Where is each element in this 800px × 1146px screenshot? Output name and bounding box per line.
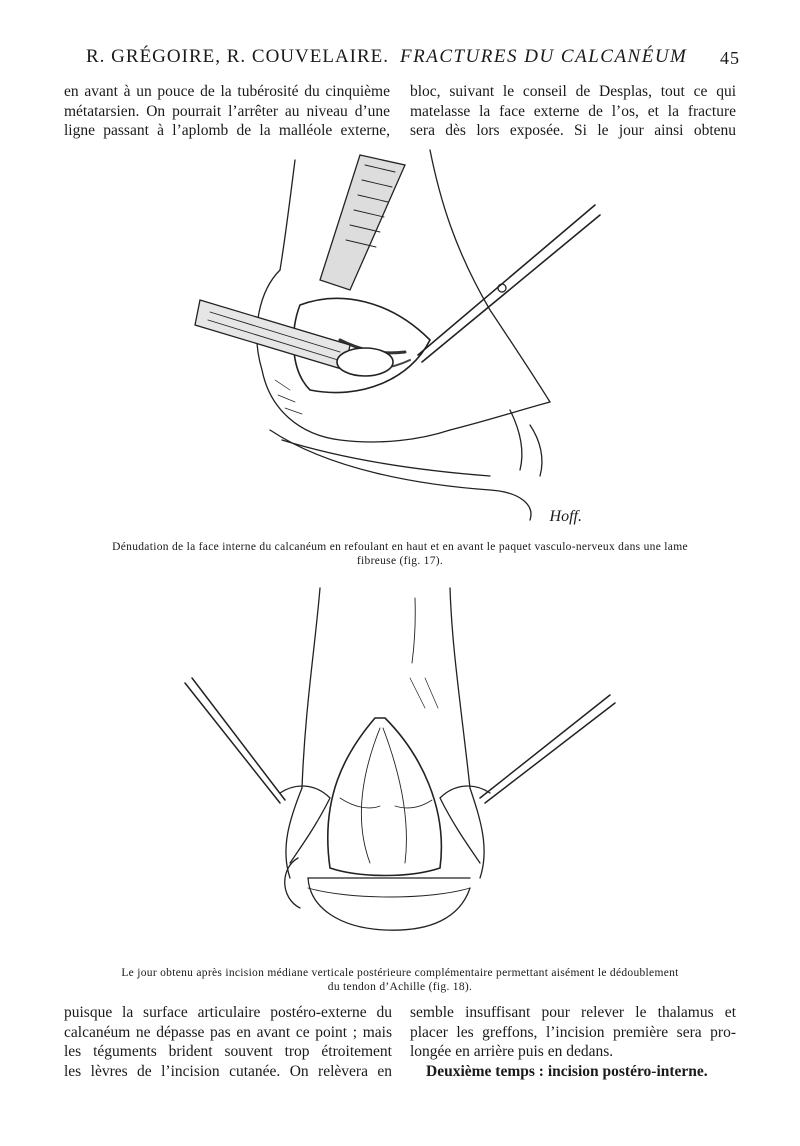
text-line: longée en arrière puis en dedans. (410, 1043, 614, 1060)
header-authors: R. GRÉGOIRE, R. COUVELAIRE. (86, 46, 390, 67)
text-line: puisque la surface articulaire postéro-externe du (64, 1004, 392, 1021)
figure-17-illustration (190, 140, 610, 530)
text-column-top-right (410, 82, 736, 141)
text-line: métatarsien. On pourrait l’arrêter au niveau d’une (64, 102, 390, 120)
text-line: matelasse la face externe de l’os, et la fracture (410, 102, 736, 120)
page-number: 45 (720, 48, 740, 68)
text-line: bloc, suivant le conseil de Desplas, tout ce qui (410, 83, 736, 100)
text-line: ligne passant à l’aplomb de la malléole externe, (64, 122, 390, 139)
caption-line: fibreuse (fig. 17). (356, 555, 444, 567)
text-line: calcanéum ne dépasse pas en avant ce point ; mais (64, 1023, 392, 1041)
caption-line: du tendon d’Achille (fig. 18). (327, 981, 473, 993)
text-column-bottom-right (410, 1003, 736, 1081)
running-header (70, 46, 740, 76)
text-column-bottom-left (64, 1003, 392, 1081)
figure-18-illustration (180, 578, 620, 958)
text-line: sera dès lors exposée. Si le jour ainsi obtenu (410, 122, 736, 139)
section-heading: Deuxième temps : incision postéro-interne. (426, 1062, 708, 1080)
text-line: placer les greffons, l’incision première sera pro- (410, 1023, 736, 1041)
figure-18-caption (60, 966, 740, 994)
text-line: en avant à un pouce de la tubérosité du cinquième (64, 83, 390, 100)
text-line: semble insuffisant pour relever le thalamus et (410, 1004, 736, 1021)
figure-17-caption (60, 540, 740, 568)
illustrator-signature: Hoff. (549, 508, 582, 525)
caption-line: Le jour obtenu après incision médiane verticale postérieure complémentaire permettant aisément le dédoublement (121, 967, 679, 979)
text-line: les téguments brident souvent trop étroitement (64, 1043, 392, 1060)
caption-line: Dénudation de la face interne du calcanéum en refoulant en haut et en avant le paquet vasculo-nerveux dans une lame (112, 541, 688, 553)
text-column-top-left (64, 82, 390, 141)
text-line: les lèvres de l’incision cutanée. On relèvera en (64, 1062, 392, 1080)
header-title: FRACTURES DU CALCANÉUM (400, 46, 688, 67)
